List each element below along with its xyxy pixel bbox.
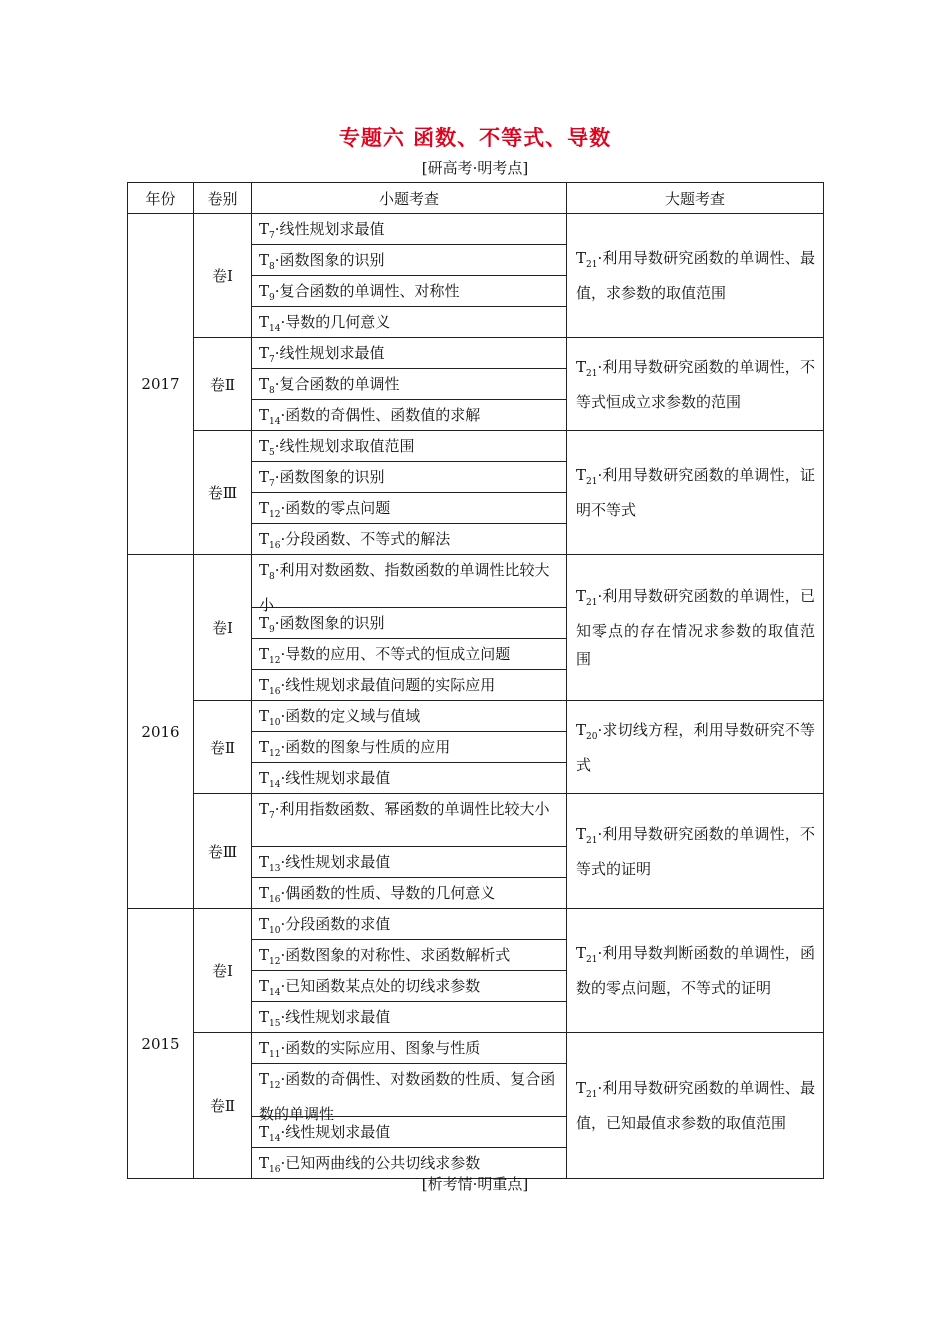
question-prefix: T bbox=[259, 561, 270, 579]
question-number bbox=[259, 884, 281, 905]
question-number bbox=[259, 406, 281, 427]
question-item bbox=[252, 939, 566, 970]
section-footer: [析考情·明重点] bbox=[421, 1175, 529, 1193]
question-index: 7 bbox=[269, 355, 275, 365]
question-index: 14 bbox=[269, 417, 281, 427]
big-question-text: ·利用导数研究函数的单调性，不等式的证明 bbox=[576, 824, 815, 878]
question-prefix: T bbox=[259, 468, 270, 486]
question-prefix: T bbox=[576, 357, 587, 376]
question-index: 21 bbox=[586, 835, 598, 846]
header-big-questions: 大题考查 bbox=[567, 183, 824, 214]
question-text: ·线性规划求取值范围 bbox=[274, 437, 415, 455]
header-small-questions: 小题考查 bbox=[252, 183, 567, 214]
question-prefix: T bbox=[259, 499, 270, 517]
question-text: ·利用对数函数、指数函数的单调性比较大小 bbox=[259, 561, 550, 614]
question-prefix: T bbox=[259, 853, 270, 871]
big-question-text: ·利用导数研究函数的单调性，已知零点的存在情况求参数的取值范围 bbox=[576, 587, 815, 668]
question-prefix: T bbox=[259, 1070, 270, 1088]
question-text: ·导数的几何意义 bbox=[280, 313, 391, 331]
question-prefix: T bbox=[259, 738, 270, 756]
question-text: ·函数的定义域与值域 bbox=[280, 707, 421, 725]
question-prefix: T bbox=[259, 614, 270, 632]
question-number bbox=[259, 1008, 281, 1029]
question-prefix: T bbox=[259, 707, 270, 725]
big-question-cell bbox=[567, 909, 824, 1033]
question-text: ·函数的奇偶性、函数值的求解 bbox=[280, 406, 481, 424]
question-text: ·线性规划求最值 bbox=[280, 1008, 391, 1026]
question-prefix: T bbox=[259, 884, 270, 902]
question-prefix: T bbox=[576, 824, 587, 843]
big-question-cell bbox=[567, 1033, 824, 1179]
question-text: ·导数的应用、不等式的恒成立问题 bbox=[280, 645, 511, 663]
question-number bbox=[259, 853, 281, 874]
table-row bbox=[128, 214, 824, 338]
volume-cell: 卷Ⅱ bbox=[194, 701, 252, 794]
table-body bbox=[128, 214, 824, 1179]
question-text: ·线性规划求最值问题的实际应用 bbox=[280, 676, 496, 694]
question-text: ·函数的实际应用、图象与性质 bbox=[280, 1039, 481, 1057]
question-item bbox=[252, 1033, 566, 1063]
question-prefix: T bbox=[259, 676, 270, 694]
question-prefix: T bbox=[259, 282, 270, 300]
question-index: 21 bbox=[586, 598, 598, 608]
question-index: 16 bbox=[269, 687, 281, 697]
question-index: 12 bbox=[269, 656, 281, 666]
big-question-text: ·利用导数研究函数的单调性，不等式恒成立求参数的范围 bbox=[576, 357, 815, 411]
question-item bbox=[252, 1116, 566, 1147]
question-item bbox=[252, 846, 566, 877]
question-item bbox=[252, 762, 566, 793]
question-index: 14 bbox=[269, 1134, 281, 1144]
question-item bbox=[252, 701, 566, 731]
question-prefix: T bbox=[259, 800, 270, 818]
question-prefix: T bbox=[259, 977, 270, 995]
question-index: 8 bbox=[269, 572, 275, 582]
question-number bbox=[259, 561, 275, 582]
volume-cell: 卷Ⅰ bbox=[194, 555, 252, 701]
small-questions-cell bbox=[252, 555, 567, 701]
small-questions-cell bbox=[252, 701, 567, 794]
question-item bbox=[252, 669, 566, 700]
question-number bbox=[576, 824, 598, 846]
question-index: 8 bbox=[269, 386, 275, 396]
question-item bbox=[252, 244, 566, 275]
question-text: ·函数图象的识别 bbox=[274, 614, 385, 632]
big-question-cell bbox=[567, 338, 824, 431]
volume-cell: 卷Ⅲ bbox=[194, 794, 252, 909]
question-prefix: T bbox=[259, 437, 270, 455]
question-index: 9 bbox=[269, 293, 275, 303]
question-number bbox=[259, 344, 275, 365]
question-index: 7 bbox=[269, 811, 275, 821]
question-prefix: T bbox=[259, 1039, 270, 1057]
question-item bbox=[252, 555, 566, 614]
question-number bbox=[259, 313, 281, 334]
question-number bbox=[259, 468, 275, 489]
question-number bbox=[259, 530, 281, 551]
question-index: 21 bbox=[586, 1090, 598, 1100]
question-prefix: T bbox=[576, 587, 587, 605]
big-question-cell bbox=[567, 431, 824, 555]
question-prefix: T bbox=[576, 466, 587, 484]
question-text: ·函数的图象与性质的应用 bbox=[280, 738, 451, 756]
question-index: 10 bbox=[269, 926, 281, 936]
question-number bbox=[259, 251, 275, 272]
question-prefix: T bbox=[259, 344, 270, 362]
question-number bbox=[259, 1039, 281, 1060]
volume-cell: 卷Ⅱ bbox=[194, 338, 252, 431]
table-row bbox=[128, 338, 824, 431]
table-row bbox=[128, 1033, 824, 1179]
question-prefix: T bbox=[576, 1079, 587, 1097]
question-text: ·函数图象的识别 bbox=[274, 251, 385, 269]
question-index: 8 bbox=[269, 262, 275, 272]
question-index: 14 bbox=[269, 324, 281, 334]
big-question-text: ·利用导数研究函数的单调性、最值，求参数的取值范围 bbox=[576, 249, 815, 302]
question-item bbox=[252, 492, 566, 523]
question-prefix: T bbox=[259, 946, 270, 964]
page-title: 专题六 函数、不等式、导数 bbox=[338, 126, 612, 150]
question-item bbox=[252, 275, 566, 306]
question-prefix: T bbox=[576, 944, 587, 962]
question-index: 14 bbox=[269, 988, 281, 998]
table-row bbox=[128, 909, 824, 1033]
small-questions-cell bbox=[252, 1033, 567, 1179]
question-text: ·线性规划求最值 bbox=[274, 220, 385, 238]
big-question-text: ·利用导数判断函数的单调性，函数的零点问题，不等式的证明 bbox=[576, 944, 815, 997]
section-subtitle: [研高考·明考点] bbox=[421, 159, 529, 177]
question-item bbox=[252, 794, 566, 846]
question-prefix: T bbox=[259, 220, 270, 238]
question-item bbox=[252, 214, 566, 244]
year-cell: 2015 bbox=[128, 909, 194, 1179]
question-index: 10 bbox=[269, 718, 281, 728]
volume-cell: 卷Ⅰ bbox=[194, 214, 252, 338]
question-number bbox=[259, 282, 275, 303]
big-question-cell bbox=[567, 701, 824, 794]
question-number bbox=[259, 220, 275, 241]
question-number bbox=[576, 1079, 598, 1100]
question-index: 15 bbox=[269, 1019, 281, 1029]
question-item bbox=[252, 306, 566, 337]
question-number bbox=[576, 357, 598, 379]
header-volume: 卷别 bbox=[194, 183, 252, 214]
question-number bbox=[259, 977, 281, 998]
question-prefix: T bbox=[259, 1008, 270, 1026]
question-number bbox=[259, 645, 281, 666]
question-prefix: T bbox=[259, 251, 270, 269]
question-number bbox=[259, 676, 281, 697]
volume-cell: 卷Ⅰ bbox=[194, 909, 252, 1033]
question-index: 11 bbox=[269, 1050, 281, 1060]
year-cell: 2017 bbox=[128, 214, 194, 555]
question-number bbox=[259, 915, 281, 936]
question-text: ·偶函数的性质、导数的几何意义 bbox=[280, 884, 496, 902]
question-item bbox=[252, 1063, 566, 1123]
big-question-cell bbox=[567, 555, 824, 701]
question-text: ·线性规划求最值 bbox=[274, 344, 385, 362]
big-question-text: ·求切线方程，利用导数研究不等式 bbox=[576, 720, 815, 774]
question-index: 21 bbox=[586, 368, 598, 379]
question-number bbox=[259, 738, 281, 759]
question-text: ·函数图象的对称性、求函数解析式 bbox=[280, 946, 511, 964]
question-number bbox=[576, 720, 598, 742]
question-number bbox=[259, 707, 281, 728]
question-number bbox=[259, 1154, 281, 1175]
question-prefix: T bbox=[576, 249, 587, 267]
question-item bbox=[252, 638, 566, 669]
question-index: 16 bbox=[269, 1165, 281, 1175]
question-prefix: T bbox=[259, 645, 270, 663]
question-item bbox=[252, 368, 566, 399]
question-number bbox=[576, 944, 598, 965]
small-questions-cell bbox=[252, 214, 567, 338]
question-text: ·线性规划求最值 bbox=[280, 853, 391, 871]
question-prefix: T bbox=[259, 530, 270, 548]
table-row bbox=[128, 701, 824, 794]
question-index: 21 bbox=[586, 260, 598, 270]
question-prefix: T bbox=[259, 915, 270, 933]
question-index: 7 bbox=[269, 231, 275, 241]
question-text: ·函数的奇偶性、对数函数的性质、复合函数的单调性 bbox=[259, 1070, 556, 1123]
question-index: 20 bbox=[586, 731, 598, 742]
table-row bbox=[128, 794, 824, 909]
question-index: 13 bbox=[269, 864, 281, 874]
table-row bbox=[128, 555, 824, 701]
big-question-cell bbox=[567, 794, 824, 909]
question-prefix: T bbox=[259, 1123, 270, 1141]
small-questions-cell bbox=[252, 431, 567, 555]
question-item bbox=[252, 607, 566, 638]
question-number bbox=[259, 1070, 281, 1091]
question-item bbox=[252, 399, 566, 430]
question-text: ·分段函数的求值 bbox=[280, 915, 391, 933]
question-text: ·函数的零点问题 bbox=[280, 499, 391, 517]
question-index: 21 bbox=[586, 955, 598, 965]
question-text: ·已知函数某点处的切线求参数 bbox=[280, 977, 481, 995]
question-prefix: T bbox=[259, 375, 270, 393]
volume-cell: 卷Ⅲ bbox=[194, 431, 252, 555]
question-item bbox=[252, 970, 566, 1001]
question-text: ·分段函数、不等式的解法 bbox=[280, 530, 451, 548]
year-cell: 2016 bbox=[128, 555, 194, 909]
question-item bbox=[252, 523, 566, 554]
question-number bbox=[259, 375, 275, 396]
question-index: 5 bbox=[269, 448, 275, 458]
header-year: 年份 bbox=[128, 183, 194, 214]
question-number bbox=[576, 587, 598, 608]
question-item bbox=[252, 909, 566, 939]
question-number bbox=[259, 946, 281, 967]
question-prefix: T bbox=[259, 313, 270, 331]
big-question-cell bbox=[567, 214, 824, 338]
big-question-text: ·利用导数研究函数的单调性，证明不等式 bbox=[576, 466, 815, 519]
question-index: 12 bbox=[269, 957, 281, 967]
question-prefix: T bbox=[576, 720, 587, 739]
question-number bbox=[259, 499, 281, 520]
question-item bbox=[252, 877, 566, 908]
question-number bbox=[259, 614, 275, 635]
small-questions-cell bbox=[252, 338, 567, 431]
question-item bbox=[252, 461, 566, 492]
question-index: 9 bbox=[269, 625, 275, 635]
small-questions-cell bbox=[252, 794, 567, 909]
question-item bbox=[252, 1001, 566, 1032]
question-text: ·函数图象的识别 bbox=[274, 468, 385, 486]
question-number bbox=[259, 769, 281, 790]
question-index: 7 bbox=[269, 479, 275, 489]
question-text: ·复合函数的单调性 bbox=[274, 375, 400, 393]
question-item bbox=[252, 731, 566, 762]
question-index: 14 bbox=[269, 780, 281, 790]
volume-cell: 卷Ⅱ bbox=[194, 1033, 252, 1179]
table-header-row bbox=[128, 183, 824, 214]
question-index: 21 bbox=[586, 477, 598, 487]
question-number bbox=[259, 1123, 281, 1144]
question-text: ·复合函数的单调性、对称性 bbox=[274, 282, 460, 300]
question-index: 12 bbox=[269, 749, 281, 759]
question-text: ·利用指数函数、幂函数的单调性比较大小 bbox=[274, 800, 550, 818]
question-text: ·线性规划求最值 bbox=[280, 1123, 391, 1141]
question-number bbox=[259, 437, 275, 458]
question-item bbox=[252, 431, 566, 461]
table-row bbox=[128, 431, 824, 555]
question-number bbox=[576, 249, 598, 270]
question-text: ·已知两曲线的公共切线求参数 bbox=[280, 1154, 481, 1172]
question-prefix: T bbox=[259, 769, 270, 787]
question-number bbox=[576, 466, 598, 487]
question-index: 12 bbox=[269, 1081, 281, 1091]
question-prefix: T bbox=[259, 406, 270, 424]
question-number bbox=[259, 800, 275, 821]
exam-analysis-table bbox=[127, 182, 824, 1179]
small-questions-cell bbox=[252, 909, 567, 1033]
question-prefix: T bbox=[259, 1154, 270, 1172]
big-question-text: ·利用导数研究函数的单调性、最值，已知最值求参数的取值范围 bbox=[576, 1079, 815, 1132]
question-index: 16 bbox=[269, 541, 281, 551]
question-index: 16 bbox=[269, 895, 281, 905]
question-text: ·线性规划求最值 bbox=[280, 769, 391, 787]
question-item bbox=[252, 338, 566, 368]
question-index: 12 bbox=[269, 510, 281, 520]
